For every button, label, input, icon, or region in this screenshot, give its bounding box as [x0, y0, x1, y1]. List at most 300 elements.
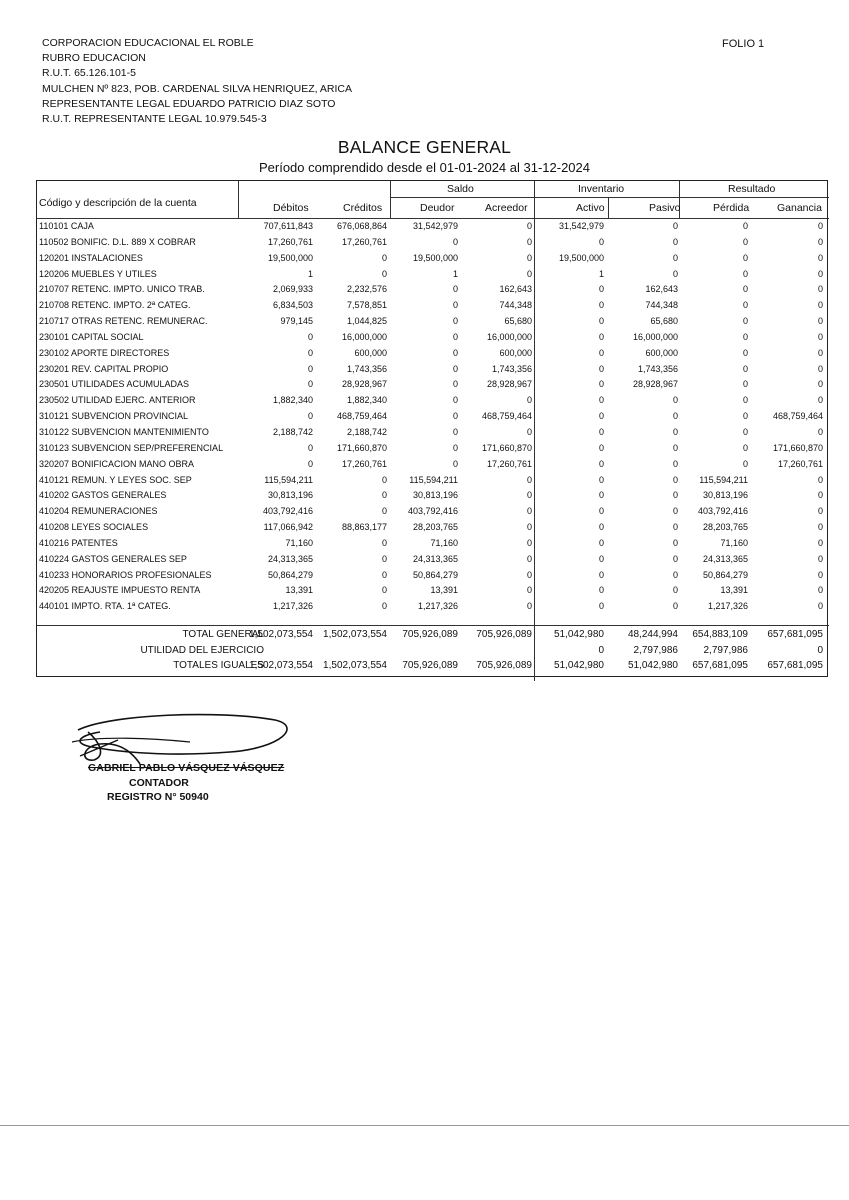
- account-description: 410233 HONORARIOS PROFESIONALES: [39, 569, 212, 580]
- cell-ganancia: 0: [817, 585, 823, 596]
- table-row: [37, 520, 827, 536]
- cell-deudor: 13,391: [430, 585, 458, 596]
- cell-activo: 0: [598, 395, 604, 406]
- col-inventario-header: Inventario: [578, 183, 625, 195]
- page-bottom-line: [0, 1125, 849, 1126]
- table-row: [37, 346, 827, 362]
- col-pasivo-header: Pasivo: [649, 202, 681, 214]
- table-row: [37, 282, 827, 298]
- cell-deudor: 28,203,765: [412, 522, 458, 533]
- cell-ganancia: 171,660,870: [772, 442, 823, 453]
- signatory-role: CONTADOR: [129, 777, 189, 789]
- cell-creditos: 17,260,761: [341, 458, 387, 469]
- table-row: [37, 457, 827, 473]
- cell-debitos: 117,066,942: [263, 522, 313, 533]
- cell-perdida: 0: [742, 316, 748, 327]
- cell-activo: 0: [598, 347, 604, 358]
- total-perdida: 2,797,986: [703, 644, 748, 656]
- cell-pasivo: 600,000: [645, 347, 678, 358]
- cell-activo: 0: [598, 331, 604, 342]
- company-rubro: RUBRO EDUCACION: [42, 52, 146, 65]
- cell-ganancia: 17,260,761: [777, 458, 823, 469]
- cell-debitos: 30,813,196: [267, 490, 313, 501]
- cell-activo: 0: [598, 379, 604, 390]
- cell-creditos: 7,578,851: [346, 300, 387, 311]
- cell-pasivo: 0: [672, 458, 678, 469]
- table-row: [37, 425, 827, 441]
- cell-pasivo: 0: [672, 442, 678, 453]
- cell-acreedor: 65,680: [504, 316, 532, 327]
- page-title: BALANCE GENERAL: [337, 137, 512, 157]
- cell-creditos: 0: [381, 268, 387, 279]
- cell-ganancia: 0: [817, 331, 823, 342]
- cell-debitos: 24,313,365: [267, 553, 313, 564]
- cell-perdida: 0: [742, 442, 748, 453]
- cell-perdida: 24,313,365: [702, 553, 748, 564]
- totals-label: TOTAL GENERAL: [182, 629, 264, 640]
- account-description: 310121 SUBVENCION PROVINCIAL: [39, 411, 189, 422]
- balance-table: [36, 180, 828, 677]
- cell-activo: 19,500,000: [558, 252, 604, 263]
- cell-deudor: 0: [452, 316, 458, 327]
- cell-pasivo: 0: [672, 252, 678, 263]
- total-perdida: 657,681,095: [692, 660, 748, 671]
- company-header: [42, 36, 352, 127]
- cell-pasivo: 0: [672, 506, 678, 517]
- cell-acreedor: 0: [526, 221, 532, 231]
- table-row: [37, 536, 827, 552]
- account-description: 120201 INSTALACIONES: [39, 252, 143, 263]
- account-description: 410121 REMUN. Y LEYES SOC. SEP: [39, 474, 192, 485]
- cell-ganancia: 0: [817, 553, 823, 564]
- cell-ganancia: 0: [817, 221, 823, 231]
- cell-pasivo: 0: [672, 411, 678, 422]
- cell-activo: 0: [598, 442, 604, 453]
- cell-deudor: 403,792,416: [407, 506, 458, 517]
- company-rut: R.U.T. 65.126.101-5: [42, 67, 136, 80]
- table-row: [37, 441, 827, 457]
- cell-creditos: 676,068,864: [336, 221, 387, 231]
- total-deudor: 705,926,089: [402, 660, 458, 671]
- table-row: [37, 219, 827, 235]
- cell-deudor: 71,160: [430, 537, 458, 548]
- cell-ganancia: 0: [817, 236, 823, 247]
- total-creditos: 1,502,073,554: [323, 660, 387, 671]
- cell-creditos: 1,743,356: [346, 363, 387, 374]
- cell-creditos: 0: [381, 490, 387, 501]
- cell-perdida: 30,813,196: [702, 490, 748, 501]
- table-row: [37, 599, 827, 615]
- cell-perdida: 13,391: [720, 585, 748, 596]
- cell-acreedor: 0: [526, 395, 532, 406]
- cell-acreedor: 171,660,870: [481, 442, 532, 453]
- cell-pasivo: 0: [672, 553, 678, 564]
- cell-acreedor: 0: [526, 553, 532, 564]
- cell-ganancia: 0: [817, 601, 823, 612]
- total-acreedor: 705,926,089: [476, 660, 532, 671]
- cell-pasivo: 1,743,356: [637, 363, 678, 374]
- signatory-name: GABRIEL PABLO VÁSQUEZ VÁSQUEZ: [88, 762, 285, 774]
- cell-ganancia: 0: [817, 522, 823, 533]
- cell-debitos: 13,391: [285, 585, 313, 596]
- totals-label: UTILIDAD DEL EJERCICIO: [140, 644, 264, 656]
- cell-creditos: 0: [381, 601, 387, 612]
- table-row: [37, 298, 827, 314]
- folio-number: FOLIO 1: [722, 38, 765, 50]
- account-description: 310122 SUBVENCION MANTENIMIENTO: [39, 426, 209, 437]
- cell-debitos: 0: [307, 442, 313, 453]
- cell-activo: 0: [598, 537, 604, 548]
- cell-deudor: 0: [452, 284, 458, 295]
- account-description: 210717 OTRAS RETENC. REMUNERAC.: [39, 316, 208, 327]
- cell-creditos: 0: [381, 474, 387, 485]
- account-description: 440101 IMPTO. RTA. 1ª CATEG.: [39, 601, 171, 612]
- cell-acreedor: 0: [526, 569, 532, 580]
- total-debitos: 1,502,073,554: [249, 629, 313, 640]
- cell-deudor: 1: [452, 268, 458, 279]
- cell-debitos: 979,145: [280, 316, 313, 327]
- cell-activo: 0: [598, 490, 604, 501]
- cell-acreedor: 0: [526, 236, 532, 247]
- cell-pasivo: 0: [672, 268, 678, 279]
- total-deudor: 705,926,089: [402, 629, 458, 640]
- cell-acreedor: 0: [526, 601, 532, 612]
- cell-pasivo: 0: [672, 236, 678, 247]
- col-deudor-header: Deudor: [420, 202, 455, 214]
- table-row: [37, 362, 827, 378]
- table-row: [37, 314, 827, 330]
- cell-debitos: 71,160: [285, 537, 313, 548]
- cell-deudor: 0: [452, 458, 458, 469]
- cell-acreedor: 0: [526, 522, 532, 533]
- cell-perdida: 0: [742, 300, 748, 311]
- cell-perdida: 0: [742, 379, 748, 390]
- company-name: CORPORACION EDUCACIONAL EL ROBLE: [42, 37, 254, 49]
- cell-ganancia: 0: [817, 363, 823, 374]
- cell-activo: 0: [598, 411, 604, 422]
- account-description: 410216 PATENTES: [39, 537, 118, 548]
- account-description: 310123 SUBVENCION SEP/PREFERENCIAL: [39, 442, 224, 453]
- cell-activo: 31,542,979: [558, 221, 604, 231]
- cell-activo: 0: [598, 585, 604, 596]
- cell-ganancia: 0: [817, 252, 823, 263]
- cell-activo: 0: [598, 474, 604, 485]
- cell-acreedor: 468,759,464: [481, 411, 532, 422]
- cell-debitos: 0: [307, 331, 313, 342]
- cell-ganancia: 0: [817, 426, 823, 437]
- total-acreedor: 705,926,089: [476, 629, 532, 640]
- cell-activo: 0: [598, 300, 604, 311]
- cell-deudor: 24,313,365: [412, 553, 458, 564]
- cell-deudor: 0: [452, 347, 458, 358]
- cell-acreedor: 17,260,761: [486, 458, 532, 469]
- cell-pasivo: 0: [672, 490, 678, 501]
- total-creditos: 1,502,073,554: [323, 629, 387, 640]
- cell-pasivo: 0: [672, 585, 678, 596]
- cell-creditos: 16,000,000: [341, 331, 387, 342]
- cell-perdida: 0: [742, 331, 748, 342]
- cell-creditos: 1,882,340: [346, 395, 387, 406]
- account-description: 230502 UTILIDAD EJERC. ANTERIOR: [39, 395, 196, 406]
- cell-pasivo: 28,928,967: [632, 379, 678, 390]
- cell-debitos: 1,217,326: [272, 601, 313, 612]
- cell-creditos: 0: [381, 553, 387, 564]
- cell-ganancia: 0: [817, 474, 823, 485]
- cell-activo: 0: [598, 316, 604, 327]
- cell-deudor: 50,864,279: [412, 569, 458, 580]
- cell-debitos: 2,188,742: [272, 426, 313, 437]
- cell-perdida: 403,792,416: [697, 506, 748, 517]
- total-perdida: 654,883,109: [692, 629, 748, 640]
- cell-creditos: 171,660,870: [336, 442, 387, 453]
- col-activo-header: Activo: [576, 202, 605, 214]
- account-description: 210708 RETENC. IMPTO. 2ª CATEG.: [39, 300, 191, 311]
- table-row: [37, 473, 827, 489]
- cell-creditos: 468,759,464: [336, 411, 387, 422]
- cell-activo: 0: [598, 569, 604, 580]
- cell-perdida: 0: [742, 347, 748, 358]
- cell-activo: 0: [598, 236, 604, 247]
- cell-acreedor: 0: [526, 426, 532, 437]
- cell-acreedor: 1,743,356: [491, 363, 532, 374]
- total-activo: 51,042,980: [553, 629, 604, 640]
- cell-perdida: 115,594,211: [699, 474, 748, 485]
- cell-debitos: 0: [307, 347, 313, 358]
- cell-pasivo: 0: [672, 474, 678, 485]
- cell-activo: 0: [598, 426, 604, 437]
- cell-pasivo: 744,348: [645, 300, 678, 311]
- totals-row: [37, 627, 827, 643]
- cell-deudor: 19,500,000: [412, 252, 458, 263]
- cell-creditos: 0: [381, 537, 387, 548]
- period-subtitle: Período comprendido desde el 01-01-2024 al 31-12-2024: [258, 160, 590, 175]
- cell-acreedor: 0: [526, 537, 532, 548]
- account-description: 230201 REV. CAPITAL PROPIO: [39, 363, 169, 374]
- cell-ganancia: 0: [817, 300, 823, 311]
- cell-ganancia: 0: [817, 395, 823, 406]
- total-ganancia: 0: [817, 644, 823, 656]
- account-description: 410202 GASTOS GENERALES: [39, 490, 167, 501]
- legal-representative: REPRESENTANTE LEGAL EDUARDO PATRICIO DIAZ SOTO: [42, 97, 336, 110]
- cell-ganancia: 0: [817, 347, 823, 358]
- cell-deudor: 0: [452, 426, 458, 437]
- cell-debitos: 1,882,340: [272, 395, 313, 406]
- cell-activo: 0: [598, 363, 604, 374]
- cell-creditos: 2,188,742: [346, 426, 387, 437]
- account-description: 410204 REMUNERACIONES: [39, 506, 158, 517]
- cell-deudor: 0: [452, 411, 458, 422]
- col-creditos-header: Créditos: [343, 202, 383, 214]
- signatory-registry: REGISTRO N° 50940: [107, 791, 209, 803]
- cell-perdida: 0: [742, 363, 748, 374]
- cell-acreedor: 0: [526, 474, 532, 485]
- cell-ganancia: 0: [817, 506, 823, 517]
- total-pasivo: 51,042,980: [627, 660, 678, 671]
- total-pasivo: 2,797,986: [633, 644, 678, 656]
- cell-ganancia: 0: [817, 537, 823, 548]
- total-activo: 0: [598, 644, 604, 656]
- cell-debitos: 707,611,843: [263, 221, 313, 231]
- cell-debitos: 17,260,761: [267, 236, 313, 247]
- cell-debitos: 0: [307, 411, 313, 422]
- cell-debitos: 1: [307, 268, 313, 279]
- cell-creditos: 0: [381, 252, 387, 263]
- cell-perdida: 0: [742, 426, 748, 437]
- totals-block: [37, 627, 827, 674]
- cell-creditos: 0: [381, 585, 387, 596]
- col-debitos-header: Débitos: [273, 202, 309, 214]
- cell-debitos: 2,069,933: [272, 284, 313, 295]
- cell-activo: 0: [598, 601, 604, 612]
- cell-acreedor: 600,000: [499, 347, 532, 358]
- table-row: [37, 377, 827, 393]
- account-description: 320207 BONIFICACION MANO OBRA: [39, 458, 195, 469]
- cell-pasivo: 65,680: [650, 316, 678, 327]
- col-ganancia-header: Ganancia: [777, 202, 822, 214]
- cell-activo: 0: [598, 284, 604, 295]
- cell-activo: 0: [598, 522, 604, 533]
- totals-row: [37, 658, 827, 674]
- cell-acreedor: 28,928,967: [486, 379, 532, 390]
- cell-creditos: 0: [381, 569, 387, 580]
- cell-debitos: 115,594,211: [264, 474, 313, 485]
- cell-acreedor: 0: [526, 490, 532, 501]
- account-description: 410224 GASTOS GENERALES SEP: [39, 553, 187, 564]
- cell-acreedor: 744,348: [499, 300, 532, 311]
- col-acreedor-header: Acreedor: [485, 202, 528, 214]
- cell-pasivo: 0: [672, 522, 678, 533]
- account-description: 210707 RETENC. IMPTO. UNICO TRAB.: [39, 284, 205, 295]
- cell-creditos: 28,928,967: [341, 379, 387, 390]
- cell-perdida: 1,217,326: [707, 601, 748, 612]
- cell-activo: 0: [598, 553, 604, 564]
- cell-creditos: 88,863,177: [341, 522, 387, 533]
- cell-pasivo: 0: [672, 537, 678, 548]
- cell-ganancia: 468,759,464: [772, 411, 823, 422]
- cell-deudor: 0: [452, 395, 458, 406]
- account-description: 110101 CAJA: [39, 221, 94, 231]
- cell-pasivo: 0: [672, 601, 678, 612]
- table-row: [37, 393, 827, 409]
- total-activo: 51,042,980: [553, 660, 604, 671]
- cell-perdida: 0: [742, 221, 748, 231]
- total-ganancia: 657,681,095: [767, 629, 823, 640]
- cell-deudor: 31,542,979: [412, 221, 458, 231]
- totals-row: [37, 643, 827, 659]
- cell-deudor: 0: [452, 363, 458, 374]
- cell-acreedor: 0: [526, 252, 532, 263]
- cell-pasivo: 0: [672, 221, 678, 231]
- account-description: 410208 LEYES SOCIALES: [39, 522, 149, 533]
- col-resultado-header: Resultado: [728, 183, 776, 195]
- cell-activo: 1: [598, 268, 604, 279]
- cell-perdida: 0: [742, 411, 748, 422]
- cell-creditos: 17,260,761: [341, 236, 387, 247]
- cell-deudor: 0: [452, 236, 458, 247]
- cell-deudor: 30,813,196: [412, 490, 458, 501]
- cell-ganancia: 0: [817, 379, 823, 390]
- account-description: 230102 APORTE DIRECTORES: [39, 347, 170, 358]
- cell-pasivo: 0: [672, 569, 678, 580]
- cell-creditos: 0: [381, 506, 387, 517]
- account-description: 230501 UTILIDADES ACUMULADAS: [39, 379, 190, 390]
- cell-perdida: 0: [742, 284, 748, 295]
- cell-ganancia: 0: [817, 569, 823, 580]
- table-row: [37, 583, 827, 599]
- company-address: MULCHEN Nº 823, POB. CARDENAL SILVA HENRIQUEZ, ARICA: [42, 82, 352, 95]
- table-row: [37, 409, 827, 425]
- account-rows: [37, 219, 827, 615]
- table-row: [37, 330, 827, 346]
- totals-label: TOTALES IGUALES: [173, 660, 264, 671]
- table-row: [37, 568, 827, 584]
- cell-perdida: 0: [742, 252, 748, 263]
- cell-perdida: 0: [742, 236, 748, 247]
- cell-perdida: 71,160: [720, 537, 748, 548]
- total-pasivo: 48,244,994: [627, 629, 678, 640]
- legal-representative-rut: R.U.T. REPRESENTANTE LEGAL 10.979.545-3: [42, 113, 267, 126]
- cell-deudor: 115,594,211: [409, 474, 458, 485]
- total-ganancia: 657,681,095: [767, 660, 823, 671]
- cell-activo: 0: [598, 506, 604, 517]
- cell-debitos: 0: [307, 458, 313, 469]
- table-row: [37, 251, 827, 267]
- cell-pasivo: 0: [672, 395, 678, 406]
- cell-debitos: 0: [307, 379, 313, 390]
- table-row: [37, 267, 827, 283]
- cell-acreedor: 162,643: [499, 284, 532, 295]
- cell-ganancia: 0: [817, 490, 823, 501]
- cell-pasivo: 162,643: [645, 284, 678, 295]
- cell-perdida: 50,864,279: [702, 569, 748, 580]
- account-description: 230101 CAPITAL SOCIAL: [39, 331, 144, 342]
- cell-deudor: 0: [452, 331, 458, 342]
- col-perdida-header: Pérdida: [713, 202, 750, 214]
- table-row: [37, 552, 827, 568]
- cell-pasivo: 16,000,000: [632, 331, 678, 342]
- account-description: 110502 BONIFIC. D.L. 889 X COBRAR: [39, 236, 196, 247]
- cell-pasivo: 0: [672, 426, 678, 437]
- cell-acreedor: 0: [526, 506, 532, 517]
- cell-creditos: 600,000: [354, 347, 387, 358]
- account-description: 420205 REAJUSTE IMPUESTO RENTA: [39, 585, 201, 596]
- cell-activo: 0: [598, 458, 604, 469]
- col-desc-header: Código y descripción de la cuenta: [39, 197, 197, 209]
- account-description: 120206 MUEBLES Y UTILES: [39, 268, 157, 279]
- cell-perdida: 28,203,765: [702, 522, 748, 533]
- total-debitos: 1,502,073,554: [249, 660, 313, 671]
- cell-ganancia: 0: [817, 268, 823, 279]
- cell-deudor: 1,217,326: [417, 601, 458, 612]
- table-row: [37, 235, 827, 251]
- cell-debitos: 50,864,279: [267, 569, 313, 580]
- cell-debitos: 0: [307, 363, 313, 374]
- cell-perdida: 0: [742, 268, 748, 279]
- table-row: [37, 488, 827, 504]
- cell-acreedor: 0: [526, 268, 532, 279]
- cell-creditos: 1,044,825: [346, 316, 387, 327]
- cell-debitos: 19,500,000: [267, 252, 313, 263]
- cell-deudor: 0: [452, 379, 458, 390]
- cell-perdida: 0: [742, 395, 748, 406]
- cell-ganancia: 0: [817, 284, 823, 295]
- cell-creditos: 2,232,576: [346, 284, 387, 295]
- cell-ganancia: 0: [817, 316, 823, 327]
- cell-deudor: 0: [452, 442, 458, 453]
- cell-debitos: 6,834,503: [272, 300, 313, 311]
- table-row: [37, 504, 827, 520]
- cell-deudor: 0: [452, 300, 458, 311]
